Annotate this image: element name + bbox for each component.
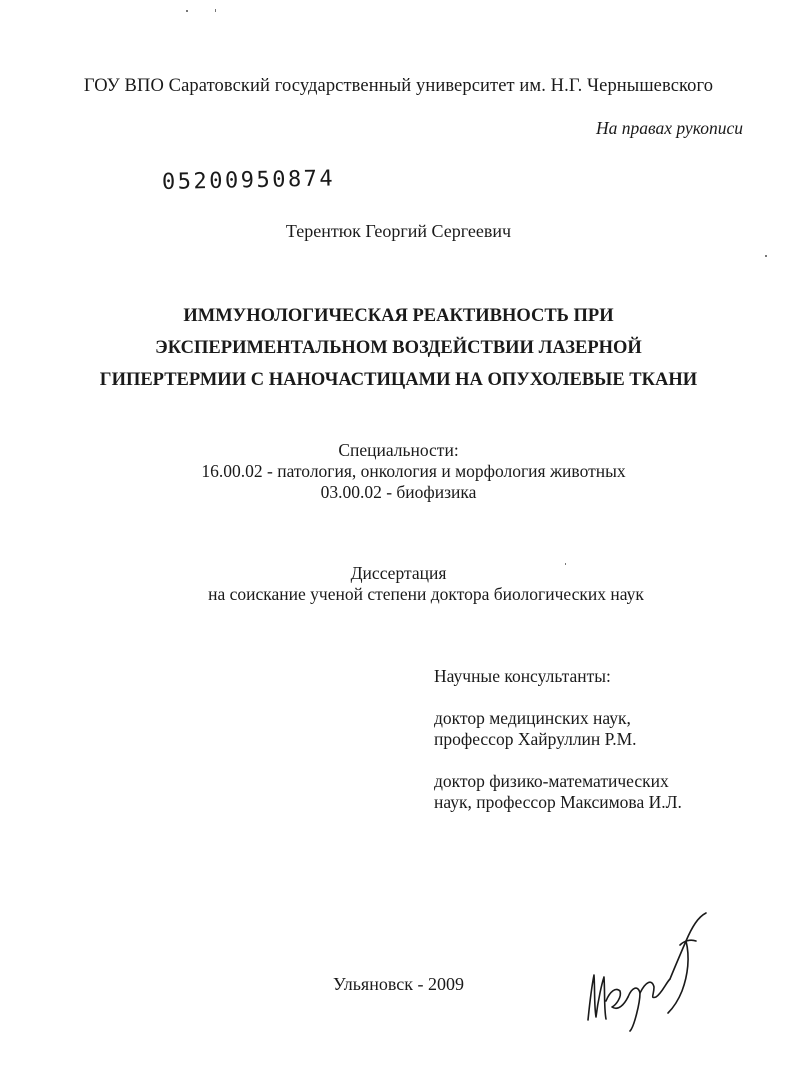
city-year: Ульяновск - 2009 [333,974,464,994]
specialties-heading: Специальности: [338,440,459,460]
handwritten-signature [580,905,720,1035]
consultant-degree: доктор медицинских наук, [434,708,631,728]
author-name: Терентюк Георгий Сергеевич [285,221,512,241]
dissertation-label: Диссертация [350,563,447,583]
consultant-degree: доктор физико-математических [434,771,669,791]
scan-speck [186,10,188,12]
specialty-item: 16.00.02 - патология, онкология и морфология животных [201,461,626,481]
scan-speck [215,9,216,12]
consultant-name: профессор Хайруллин Р.М. [434,729,637,749]
title-line: ГИПЕРТЕРМИИ С НАНОЧАСТИЦАМИ НА ОПУХОЛЕВЫЕ ТКАНИ [99,370,698,390]
institution-name: ГОУ ВПО Саратовский государственный университет им. Н.Г. Чернышевского [83,76,714,96]
scan-speck [765,255,767,257]
dissertation-title [0,300,797,396]
specialty-item: 03.00.02 - биофизика [320,482,477,502]
consultant-entry [434,708,637,750]
dissertation-degree-block [0,563,797,605]
consultant-entry [434,771,682,813]
consultants-heading: Научные консультанты: [434,666,611,686]
consultant-name: наук, профессор Максимова И.Л. [434,792,682,812]
manuscript-rights-note: На правах рукописи [596,118,743,138]
specialties-block [0,440,797,503]
title-line: ЭКСПЕРИМЕНТАЛЬНОМ ВОЗДЕЙСТВИИ ЛАЗЕРНОЙ [155,338,642,358]
title-line: ИММУНОЛОГИЧЕСКАЯ РЕАКТИВНОСТЬ ПРИ [183,306,614,326]
degree-line: на соискание ученой степени доктора биологических наук [208,584,644,604]
catalog-number-stamp: 05200950874 [161,166,336,195]
